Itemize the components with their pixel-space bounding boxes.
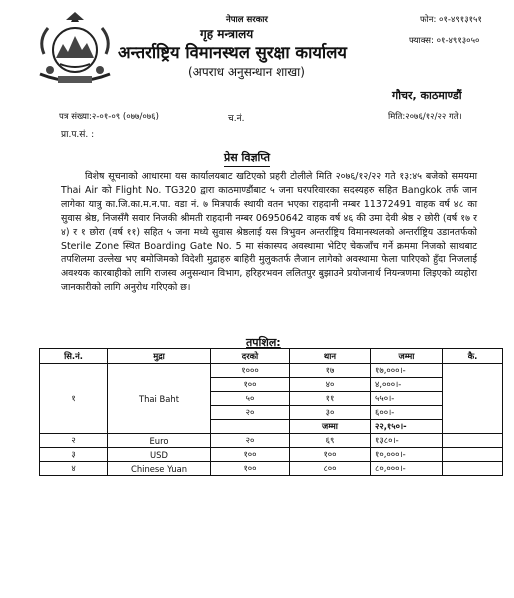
cell-amount: ६००।- [371, 406, 443, 420]
nepal-government-emblem-logo [30, 10, 120, 90]
cell-pieces: ३० [290, 406, 371, 420]
fax-number: फ्याक्स: ०१-४९१३०५० [409, 36, 480, 46]
cell-denomination: १०० [211, 462, 290, 476]
press-release-body: विशेष सूचनाको आधारमा यस कार्यालयबाट खटिएको प्रहरी टोलीले मिति २०७६/१२/२२ गते १३:४५ बजेको समयमा Thai Air को Flight No. TG320 द्वारा काठमाण्डौंबाट ५ जना घरपरिवारका सदस्यहरु सहित Bangkok तर्फ जान लागेका यात्रु का.जि.का.म.न.पा. वडा नं. ७ मित्रपार्क स्थायी वतन भएका राहदानी नम्बर 11372491 वाहक वर्ष ४८ का सुवास श्रेष्ठ, निजसँगै सवार निजकी श्रीमती राहदानी नम्बर 06950642 वाहक वर्ष ४६ की उमा देवी श्रेष्ठ २ छोरी (वर्ष १७ र ४) र १ छोरा (वर्ष ११) सहित ५ जना मध्ये सुवास श्रेष्ठलाई यस त्रिभुवन अन्तर्राष्ट्रिय विमानस्थलको अन्तर्राष्ट्रिय उडानतर्फको Sterile Zone स्थित Boarding Gate No. 5 मा संकास्पद अवस्थामा भेटिए चेकजाँच गर्ने क्रममा निजको साथबाट तपशिलमा उल्लेख भए बमोजिमको विदेशी मुद्राहरु बाहिरी मुलुकतर्फ लैजान लागेको अवस्थामा फेला पारिएको हुँदा निजलाई अवश्यक कारबाहीको लागि राजस्व अनुसन्धान विभाग, हरिहरभवन ललितपुर बुझाउने प्रयोजनार्थ नियन्त्रणमा लिइएको व्यहोरा जानकारीको लागि अनुरोध गरिएको छ। [61, 171, 477, 294]
cell-pieces: ४० [290, 378, 371, 392]
table-row [40, 364, 503, 378]
cell-denomination: १०० [211, 378, 290, 392]
cell-pieces: ६९ [290, 434, 371, 448]
letter-date: मिति:२०७६/१२/२२ गते। [388, 112, 462, 122]
cell-amount: ८०,०००।- [371, 462, 443, 476]
letter-number: पत्र संख्या:२-०१-०९ (०७७/०७६) [59, 112, 159, 122]
subtotal-label: जम्मा [290, 420, 371, 434]
table-row [40, 462, 503, 476]
table-row [40, 448, 503, 462]
office-name: अन्तर्राष्ट्रिय विमानस्थल सुरक्षा कार्यालय [118, 43, 347, 62]
ministry-name: गृह मन्त्रालय [200, 27, 254, 41]
table-caption: तपशिल: [246, 336, 281, 349]
cell-remarks [443, 364, 503, 434]
cell-currency: Euro [108, 434, 211, 448]
cell-currency: Thai Baht [108, 364, 211, 434]
government-name: नेपाल सरकार [226, 15, 268, 25]
currency-table [39, 348, 503, 476]
cell-pieces: ११ [290, 392, 371, 406]
header-pieces: थान [290, 349, 371, 364]
cell-sn: ३ [40, 448, 108, 462]
cell-sn: ४ [40, 462, 108, 476]
branch-name: (अपराध अनुसन्धान शाखा) [188, 65, 305, 79]
cell-amount: ५५०।- [371, 392, 443, 406]
cell-denomination: २० [211, 406, 290, 420]
pra-pa-number: प्रा.प.सं. : [61, 130, 95, 140]
cell-empty [211, 420, 290, 434]
cell-denomination: १०० [211, 448, 290, 462]
cell-pieces: १७ [290, 364, 371, 378]
cell-remarks [443, 434, 503, 448]
header-sn: सि.नं. [40, 349, 108, 364]
cell-remarks [443, 462, 503, 476]
cell-denomination: २० [211, 434, 290, 448]
cell-sn: १ [40, 364, 108, 434]
document-title: प्रेस विज्ञप्ति [224, 150, 270, 167]
cell-amount: १०,०००।- [371, 448, 443, 462]
cell-amount: १७,०००।- [371, 364, 443, 378]
cell-amount: १३८०।- [371, 434, 443, 448]
table-row [40, 434, 503, 448]
cell-pieces: ८०० [290, 462, 371, 476]
header-amount: जम्मा [371, 349, 443, 364]
cell-remarks [443, 448, 503, 462]
header-remarks: कै. [443, 349, 503, 364]
cell-currency: USD [108, 448, 211, 462]
cell-currency: Chinese Yuan [108, 462, 211, 476]
subtotal-amount: २२,१५०।- [371, 420, 443, 434]
dispatch-number: च.नं. [228, 114, 245, 124]
cell-denomination: ५० [211, 392, 290, 406]
header-denomination: दरको [211, 349, 290, 364]
cell-denomination: १००० [211, 364, 290, 378]
table-header-row [40, 349, 503, 364]
header-currency: मुद्रा [108, 349, 211, 364]
office-location: गौचर, काठमाण्डौं [392, 89, 462, 102]
cell-pieces: १०० [290, 448, 371, 462]
phone-number: फोन: ०१-४९१३१५१ [420, 15, 482, 25]
cell-amount: ४,०००।- [371, 378, 443, 392]
cell-sn: २ [40, 434, 108, 448]
